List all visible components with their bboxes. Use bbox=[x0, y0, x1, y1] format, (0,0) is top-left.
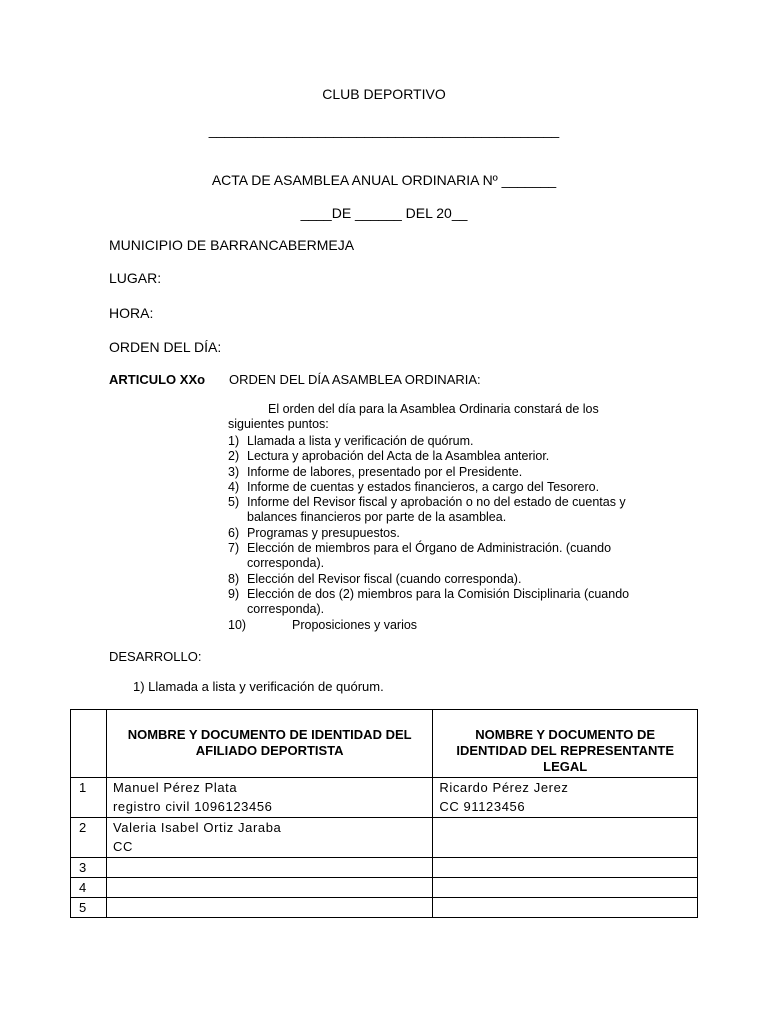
agenda-item bbox=[228, 618, 668, 633]
agenda-item-text: Informe de cuentas y estados financieros, a cargo del Tesorero. bbox=[247, 479, 600, 494]
agenda-item-number: 8) bbox=[228, 571, 240, 586]
agenda-item-text: Llamada a lista y verificación de quórum. bbox=[247, 434, 474, 448]
agenda-item-number: 4) bbox=[228, 479, 240, 494]
agenda-item-number: 6) bbox=[228, 525, 240, 540]
agenda-item-number: 2) bbox=[228, 449, 240, 464]
representante-cell bbox=[433, 778, 698, 818]
representante-cell bbox=[433, 818, 698, 858]
table-row bbox=[71, 898, 698, 918]
agenda-item bbox=[228, 434, 668, 449]
agenda-item-number: 10) bbox=[228, 617, 247, 632]
attendance-table bbox=[70, 709, 698, 918]
agenda-item-number: 9) bbox=[228, 586, 240, 601]
representante-cell-nombre: Ricardo Pérez Jerez bbox=[439, 780, 569, 795]
row-number: 1 bbox=[71, 778, 107, 818]
row-number: 4 bbox=[71, 878, 107, 898]
agenda-item bbox=[228, 495, 668, 526]
afiliado-cell-nombre: Manuel Pérez Plata bbox=[112, 780, 238, 795]
header-afiliado: NOMBRE Y DOCUMENTO DE IDENTIDAD DEL AFILIADO DEPORTISTA bbox=[106, 710, 432, 778]
agenda-item-text: Elección de miembros para el Órgano de Administración. (cuando corresponda). bbox=[247, 541, 612, 571]
agenda-item bbox=[228, 541, 668, 572]
agenda-item bbox=[228, 572, 668, 587]
representante-cell bbox=[433, 878, 698, 898]
afiliado-cell-documento: registro civil 1096123456 bbox=[112, 799, 273, 814]
articulo-label: ARTICULO XXo bbox=[109, 372, 206, 387]
acta-title: ACTA DE ASAMBLEA ANUAL ORDINARIA Nº _______ bbox=[211, 172, 557, 188]
table-row bbox=[71, 858, 698, 878]
row-number: 2 bbox=[71, 818, 107, 858]
representante-cell-documento: CC 91123456 bbox=[439, 799, 526, 814]
agenda-item-text: Informe del Revisor fiscal y aprobación o no del estado de cuentas y balances financieros por parte de la asamblea. bbox=[247, 495, 626, 525]
table-row bbox=[71, 818, 698, 858]
agenda-item bbox=[228, 465, 668, 480]
agenda-list bbox=[228, 434, 668, 633]
afiliado-cell bbox=[106, 898, 432, 918]
header-num-cell bbox=[71, 710, 107, 778]
agenda-item-number: 3) bbox=[228, 464, 240, 479]
agenda-item bbox=[228, 587, 668, 618]
acta-date: ____DE ______ DEL 20__ bbox=[300, 205, 468, 221]
afiliado-cell bbox=[106, 878, 432, 898]
club-name-blank: _____________________________________________ bbox=[208, 122, 560, 138]
agenda-item-number: 1) bbox=[228, 434, 240, 448]
representante-cell bbox=[433, 898, 698, 918]
afiliado-cell bbox=[106, 778, 432, 818]
afiliado-cell-nombre: Valeria Isabel Ortiz Jaraba bbox=[112, 820, 282, 835]
agenda-item-text: Lectura y aprobación del Acta de la Asamblea anterior. bbox=[247, 449, 550, 464]
agenda-item-text: Elección de dos (2) miembros para la Comisión Disciplinaria (cuando corresponda). bbox=[247, 586, 630, 617]
representante-cell bbox=[433, 858, 698, 878]
articulo-title: ORDEN DEL DÍA ASAMBLEA ORDINARIA: bbox=[229, 372, 481, 387]
agenda-item bbox=[228, 449, 668, 464]
header-representante: NOMBRE Y DOCUMENTO DE IDENTIDAD DEL REPRESENTANTE LEGAL bbox=[433, 710, 698, 778]
row-number: 3 bbox=[71, 858, 107, 878]
hora-field: HORA: bbox=[109, 305, 154, 321]
table-header-row bbox=[71, 710, 698, 778]
agenda-item bbox=[228, 526, 668, 541]
table-row bbox=[71, 878, 698, 898]
agenda-item-text: Informe de labores, presentado por el Presidente. bbox=[247, 464, 523, 479]
agenda-item bbox=[228, 480, 668, 495]
orden-field: ORDEN DEL DÍA: bbox=[109, 339, 222, 355]
afiliado-cell bbox=[106, 818, 432, 858]
agenda-item-number: 7) bbox=[228, 541, 240, 556]
articulo-intro-line2: siguientes puntos: bbox=[228, 417, 329, 431]
agenda-item-number: 5) bbox=[228, 495, 240, 510]
desarrollo-point-1: 1) Llamada a lista y verificación de quórum. bbox=[133, 679, 384, 694]
desarrollo-label: DESARROLLO: bbox=[109, 649, 202, 664]
agenda-item-text: Elección del Revisor fiscal (cuando corresponda). bbox=[247, 571, 522, 586]
table-row bbox=[71, 778, 698, 818]
lugar-field: LUGAR: bbox=[109, 270, 162, 286]
row-number: 5 bbox=[71, 898, 107, 918]
agenda-item-text: Proposiciones y varios bbox=[292, 617, 418, 632]
afiliado-cell-documento: CC bbox=[112, 839, 133, 854]
afiliado-cell bbox=[106, 858, 432, 878]
club-title: CLUB DEPORTIVO bbox=[322, 86, 446, 102]
municipio-field: MUNICIPIO DE BARRANCABERMEJA bbox=[109, 237, 355, 253]
articulo-intro-line1: El orden del día para la Asamblea Ordinaria constará de los bbox=[268, 402, 599, 416]
agenda-item-text: Programas y presupuestos. bbox=[247, 525, 400, 540]
